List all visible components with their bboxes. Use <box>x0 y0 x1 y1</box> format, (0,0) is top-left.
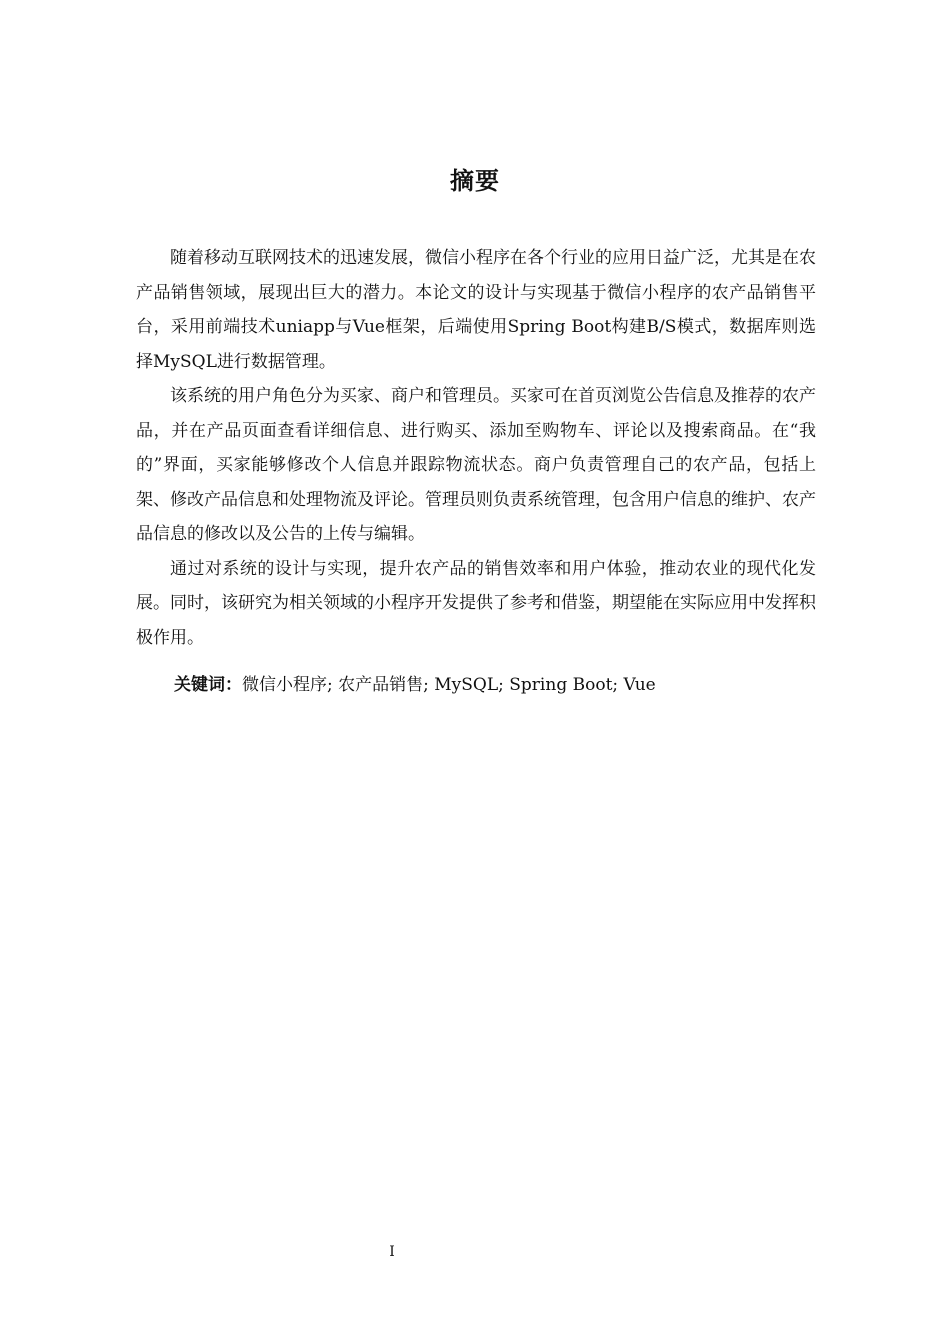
page-number: I <box>389 1244 395 1260</box>
abstract-paragraph-3: 通过对系统的设计与实现，提升农产品的销售效率和用户体验，推动农业的现代化发展。同时，该研究为相关领域的小程序开发提供了参考和借鉴，期望能在实际应用中发挥积极作用。 <box>136 558 816 648</box>
abstract-paragraph-1: 随着移动互联网技术的迅速发展，微信小程序在各个行业的应用日益广泛，尤其是在农产品销售领域，展现出巨大的潜力。本论文的设计与实现基于微信小程序的农产品销售平台，采用前端技术uniapp与Vue框架，后端使用Spring Boot构建B/S模式，数据库则选择MySQL进行数据管理。 <box>136 248 816 372</box>
abstract-paragraph-2: 该系统的用户角色分为买家、商户和管理员。买家可在首页浏览公告信息及推荐的农产品，并在产品页面查看详细信息、进行购买、添加至购物车、评论以及搜索商品。在“我的”界面，买家能够修改个人信息并跟踪物流状态。商户负责管理自己的农产品，包括上架、修改产品信息和处理物流及评论。管理员则负责系统管理，包含用户信息的维护、农产品信息的修改以及公告的上传与编辑。 <box>136 386 816 544</box>
page-title: 摘要 <box>450 167 500 195</box>
abstract-body <box>136 241 816 655</box>
keywords-value: 微信小程序; 农产品销售; MySQL; Spring Boot; Vue <box>242 675 656 695</box>
keywords-line <box>174 668 814 702</box>
keywords-label: 关键词： <box>174 675 242 695</box>
